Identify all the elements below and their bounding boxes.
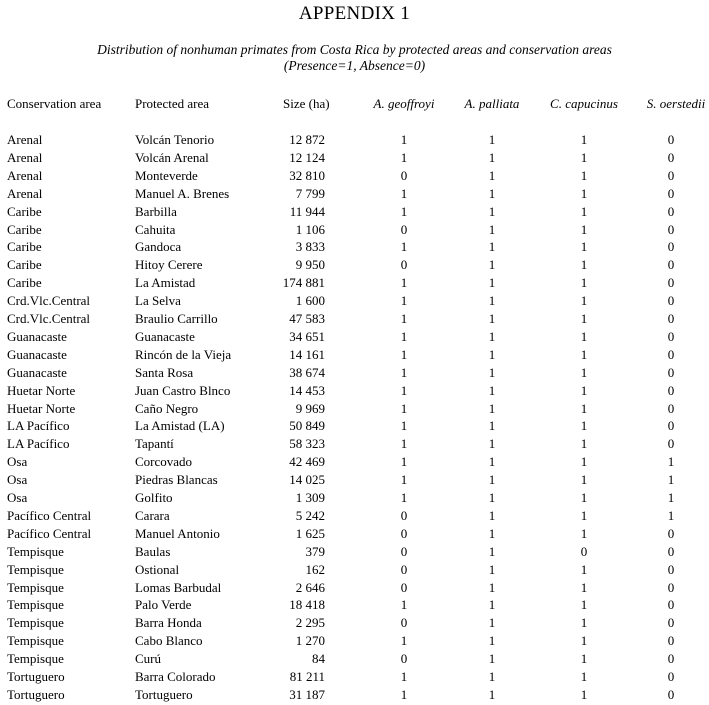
appendix-title: APPENDIX 1 (298, 3, 411, 24)
table-row (0, 471, 709, 489)
cell-size: 2 295 (295, 615, 325, 631)
cell-protected-area: Golfito (135, 490, 173, 505)
cell-c-capucinus: 1 (580, 257, 588, 273)
cell-c-capucinus: 1 (580, 454, 588, 470)
cell-size: 18 418 (289, 597, 325, 613)
table-row (0, 579, 709, 597)
cell-a-geoffroyi: 1 (400, 669, 408, 684)
cell-a-geoffroyi: 0 (400, 561, 408, 577)
cell-c-capucinus: 1 (580, 185, 588, 201)
cell-size: 38 674 (289, 364, 325, 380)
table-row (0, 256, 709, 274)
cell-c-capucinus: 1 (580, 382, 588, 398)
cell-conservation-area: Tempisque (7, 543, 64, 559)
header-a-geoffroyi: A. geoffroyi (373, 96, 435, 111)
cell-protected-area: Curú (135, 651, 161, 667)
cell-a-geoffroyi: 1 (400, 203, 408, 219)
cell-a-palliata: 1 (488, 203, 496, 219)
cell-a-palliata: 1 (488, 346, 496, 362)
cell-protected-area: Guanacaste (135, 328, 195, 344)
cell-a-geoffroyi: 1 (400, 382, 408, 398)
cell-s-oerstedii: 0 (667, 132, 675, 147)
cell-a-geoffroyi: 1 (400, 293, 408, 309)
cell-conservation-area: Tempisque (7, 579, 64, 595)
cell-protected-area: Barra Honda (135, 615, 202, 631)
cell-size: 162 (305, 561, 325, 577)
cell-a-geoffroyi: 1 (400, 132, 408, 147)
cell-c-capucinus: 1 (580, 633, 588, 649)
header-conservation-area: Conservation area (7, 96, 102, 111)
cell-conservation-area: Tempisque (7, 561, 64, 577)
cell-size: 9 950 (295, 257, 325, 273)
cell-protected-area: Tortuguero (135, 686, 193, 702)
cell-size: 81 211 (289, 669, 325, 684)
cell-s-oerstedii: 0 (667, 364, 675, 380)
cell-s-oerstedii: 0 (667, 149, 675, 165)
cell-protected-area: Manuel Antonio (135, 525, 220, 541)
cell-conservation-area: Tortuguero (7, 669, 65, 684)
cell-s-oerstedii: 0 (667, 436, 675, 452)
cell-a-geoffroyi: 1 (400, 436, 408, 452)
table-row (0, 346, 709, 364)
cell-conservation-area: Pacífico Central (7, 525, 92, 541)
cell-size: 58 323 (289, 436, 325, 452)
table-row (0, 650, 709, 668)
cell-c-capucinus: 1 (580, 311, 588, 326)
cell-protected-area: Juan Castro Blnco (135, 382, 231, 398)
cell-c-capucinus: 1 (580, 400, 588, 416)
cell-size: 1 270 (295, 633, 325, 649)
cell-a-geoffroyi: 0 (400, 221, 408, 237)
cell-s-oerstedii: 0 (667, 579, 675, 595)
cell-a-geoffroyi: 1 (400, 597, 408, 613)
cell-conservation-area: Caribe (7, 221, 42, 237)
cell-a-palliata: 1 (488, 239, 496, 255)
cell-c-capucinus: 1 (580, 203, 588, 219)
cell-size: 3 833 (295, 239, 325, 255)
cell-a-palliata: 1 (488, 579, 496, 595)
table-row (0, 596, 709, 614)
cell-c-capucinus: 1 (580, 167, 588, 183)
table-row (0, 525, 709, 543)
cell-a-palliata: 1 (488, 257, 496, 273)
cell-s-oerstedii: 0 (667, 328, 675, 344)
cell-s-oerstedii: 1 (667, 472, 675, 488)
cell-protected-area: Palo Verde (135, 597, 192, 613)
cell-s-oerstedii: 0 (667, 400, 675, 416)
table-row (0, 310, 709, 328)
cell-a-geoffroyi: 1 (400, 686, 408, 702)
cell-a-palliata: 1 (488, 490, 496, 505)
cell-conservation-area: Huetar Norte (7, 382, 76, 398)
header-protected-area: Protected area (135, 96, 209, 111)
cell-conservation-area: Arenal (7, 149, 43, 165)
cell-size: 50 849 (289, 418, 325, 434)
table-row (0, 131, 709, 149)
cell-a-palliata: 1 (488, 454, 496, 470)
cell-a-palliata: 1 (488, 651, 496, 667)
cell-size: 14 161 (289, 346, 325, 362)
cell-protected-area: Gandoca (135, 239, 182, 255)
cell-a-geoffroyi: 0 (400, 167, 408, 183)
cell-a-palliata: 1 (488, 543, 496, 559)
cell-conservation-area: Tempisque (7, 615, 64, 631)
table-row (0, 382, 709, 400)
cell-a-palliata: 1 (488, 328, 496, 344)
cell-a-palliata: 1 (488, 400, 496, 416)
cell-s-oerstedii: 0 (667, 257, 675, 273)
cell-a-geoffroyi: 0 (400, 257, 408, 273)
cell-a-palliata: 1 (488, 185, 496, 201)
cell-protected-area: Baulas (135, 543, 171, 559)
cell-conservation-area: Osa (7, 490, 28, 505)
cell-conservation-area: Osa (7, 454, 28, 470)
cell-conservation-area: Huetar Norte (7, 400, 76, 416)
cell-conservation-area: Crd.Vlc.Central (7, 311, 91, 326)
cell-c-capucinus: 1 (580, 149, 588, 165)
cell-a-palliata: 1 (488, 311, 496, 326)
caption-line-2: (Presence=1, Absence=0) (283, 58, 426, 73)
cell-a-palliata: 1 (488, 364, 496, 380)
cell-s-oerstedii: 0 (667, 686, 675, 702)
cell-a-palliata: 1 (488, 132, 496, 147)
cell-c-capucinus: 1 (580, 507, 588, 523)
cell-c-capucinus: 1 (580, 328, 588, 344)
cell-c-capucinus: 0 (580, 543, 588, 559)
table-row (0, 561, 709, 579)
cell-c-capucinus: 1 (580, 472, 588, 488)
table-row (0, 543, 709, 561)
cell-size: 5 242 (295, 507, 325, 523)
table-row (0, 435, 709, 453)
cell-conservation-area: Tempisque (7, 633, 64, 649)
cell-protected-area: Volcán Arenal (135, 149, 209, 165)
cell-protected-area: Lomas Barbudal (135, 579, 222, 595)
cell-protected-area: Monteverde (135, 167, 198, 183)
cell-conservation-area: Tortuguero (7, 686, 65, 702)
cell-a-geoffroyi: 1 (400, 311, 408, 326)
cell-protected-area: Ostional (135, 561, 180, 577)
cell-s-oerstedii: 0 (667, 311, 675, 326)
cell-a-geoffroyi: 1 (400, 149, 408, 165)
header-size: Size (ha) (283, 96, 330, 111)
cell-c-capucinus: 1 (580, 239, 588, 255)
cell-protected-area: Corcovado (135, 454, 193, 470)
cell-s-oerstedii: 0 (667, 275, 675, 291)
cell-size: 174 881 (282, 275, 325, 291)
cell-a-geoffroyi: 0 (400, 579, 408, 595)
cell-c-capucinus: 1 (580, 293, 588, 309)
cell-conservation-area: Guanacaste (7, 364, 67, 380)
cell-s-oerstedii: 0 (667, 669, 675, 684)
cell-a-geoffroyi: 1 (400, 472, 408, 488)
table-row (0, 238, 709, 256)
cell-protected-area: Santa Rosa (135, 364, 194, 380)
cell-conservation-area: Pacífico Central (7, 507, 92, 523)
cell-c-capucinus: 1 (580, 669, 588, 684)
cell-protected-area: Cabo Blanco (135, 633, 203, 649)
cell-a-geoffroyi: 1 (400, 400, 408, 416)
cell-s-oerstedii: 0 (667, 167, 675, 183)
cell-a-palliata: 1 (488, 382, 496, 398)
cell-conservation-area: Guanacaste (7, 346, 67, 362)
cell-c-capucinus: 1 (580, 346, 588, 362)
cell-conservation-area: Arenal (7, 132, 43, 147)
cell-c-capucinus: 1 (580, 275, 588, 291)
table-row (0, 364, 709, 382)
cell-s-oerstedii: 0 (667, 418, 675, 434)
cell-conservation-area: Arenal (7, 167, 43, 183)
cell-conservation-area: Tempisque (7, 597, 64, 613)
cell-protected-area: Manuel A. Brenes (135, 185, 230, 201)
cell-c-capucinus: 1 (580, 436, 588, 452)
table-row (0, 400, 709, 418)
cell-s-oerstedii: 0 (667, 221, 675, 237)
cell-conservation-area: Guanacaste (7, 328, 67, 344)
table-row (0, 221, 709, 239)
cell-protected-area: Barbilla (135, 203, 177, 219)
cell-protected-area: Braulio Carrillo (135, 311, 218, 326)
cell-s-oerstedii: 0 (667, 525, 675, 541)
cell-a-geoffroyi: 1 (400, 185, 408, 201)
table-row (0, 507, 709, 525)
cell-a-palliata: 1 (488, 418, 496, 434)
cell-s-oerstedii: 0 (667, 561, 675, 577)
cell-protected-area: La Amistad (135, 275, 196, 291)
cell-c-capucinus: 1 (580, 525, 588, 541)
cell-a-palliata: 1 (488, 149, 496, 165)
cell-c-capucinus: 1 (580, 418, 588, 434)
cell-conservation-area: Caribe (7, 257, 42, 273)
cell-protected-area: Tapantí (135, 436, 174, 452)
cell-s-oerstedii: 0 (667, 239, 675, 255)
cell-protected-area: La Selva (135, 293, 181, 309)
cell-conservation-area: Caribe (7, 239, 42, 255)
cell-a-geoffroyi: 1 (400, 490, 408, 505)
cell-conservation-area: Arenal (7, 185, 43, 201)
cell-s-oerstedii: 0 (667, 382, 675, 398)
cell-a-palliata: 1 (488, 686, 496, 702)
cell-s-oerstedii: 0 (667, 543, 675, 559)
cell-a-geoffroyi: 1 (400, 346, 408, 362)
cell-size: 14 453 (289, 382, 325, 398)
cell-s-oerstedii: 0 (667, 346, 675, 362)
cell-s-oerstedii: 1 (667, 490, 675, 505)
cell-conservation-area: Caribe (7, 203, 42, 219)
table-row (0, 203, 709, 221)
cell-size: 1 309 (295, 490, 325, 505)
cell-a-palliata: 1 (488, 525, 496, 541)
cell-a-geoffroyi: 1 (400, 633, 408, 649)
header-c-capucinus: C. capucinus (550, 96, 618, 111)
cell-s-oerstedii: 0 (667, 203, 675, 219)
cell-c-capucinus: 1 (580, 597, 588, 613)
cell-s-oerstedii: 0 (667, 615, 675, 631)
table-row (0, 274, 709, 292)
table-row (0, 453, 709, 471)
cell-size: 31 187 (289, 686, 325, 702)
cell-size: 47 583 (289, 311, 325, 326)
cell-conservation-area: Tempisque (7, 651, 64, 667)
cell-a-palliata: 1 (488, 293, 496, 309)
cell-protected-area: Cahuita (135, 221, 176, 237)
cell-size: 12 872 (289, 132, 325, 147)
cell-a-palliata: 1 (488, 615, 496, 631)
table-row (0, 489, 709, 507)
cell-protected-area: Volcán Tenorio (135, 132, 215, 147)
cell-s-oerstedii: 0 (667, 633, 675, 649)
cell-c-capucinus: 1 (580, 490, 588, 505)
cell-c-capucinus: 1 (580, 364, 588, 380)
cell-a-geoffroyi: 1 (400, 239, 408, 255)
cell-a-geoffroyi: 1 (400, 364, 408, 380)
table-row (0, 328, 709, 346)
cell-protected-area: La Amistad (LA) (135, 418, 225, 434)
cell-s-oerstedii: 0 (667, 651, 675, 667)
cell-size: 1 625 (295, 525, 325, 541)
header-s-oerstedii: S. oerstedii (646, 96, 706, 111)
cell-a-geoffroyi: 0 (400, 651, 408, 667)
cell-a-geoffroyi: 0 (400, 543, 408, 559)
table-row (0, 149, 709, 167)
cell-a-palliata: 1 (488, 561, 496, 577)
cell-c-capucinus: 1 (580, 615, 588, 631)
cell-a-geoffroyi: 0 (400, 525, 408, 541)
cell-a-geoffroyi: 1 (400, 275, 408, 291)
cell-a-palliata: 1 (488, 507, 496, 523)
table-row (0, 185, 709, 203)
cell-s-oerstedii: 1 (667, 507, 675, 523)
cell-size: 1 600 (295, 293, 325, 309)
table-row (0, 668, 709, 686)
cell-s-oerstedii: 0 (667, 185, 675, 201)
cell-s-oerstedii: 0 (667, 293, 675, 309)
cell-c-capucinus: 1 (580, 132, 588, 147)
table-row (0, 167, 709, 185)
table-row (0, 686, 709, 704)
cell-a-palliata: 1 (488, 472, 496, 488)
cell-s-oerstedii: 0 (667, 597, 675, 613)
cell-a-palliata: 1 (488, 436, 496, 452)
cell-a-palliata: 1 (488, 669, 496, 684)
table-row (0, 614, 709, 632)
cell-c-capucinus: 1 (580, 221, 588, 237)
cell-size: 2 646 (295, 579, 325, 595)
cell-a-geoffroyi: 0 (400, 615, 408, 631)
cell-c-capucinus: 1 (580, 579, 588, 595)
cell-conservation-area: Osa (7, 472, 28, 488)
cell-a-geoffroyi: 1 (400, 418, 408, 434)
cell-a-geoffroyi: 0 (400, 507, 408, 523)
cell-protected-area: Hitoy Cerere (135, 257, 203, 273)
table-row (0, 417, 709, 435)
cell-a-palliata: 1 (488, 597, 496, 613)
cell-size: 32 810 (289, 167, 325, 183)
table-caption (0, 42, 709, 74)
cell-size: 34 651 (289, 328, 325, 344)
cell-a-palliata: 1 (488, 633, 496, 649)
cell-size: 14 025 (289, 472, 325, 488)
cell-size: 12 124 (289, 149, 325, 165)
cell-conservation-area: Caribe (7, 275, 42, 291)
cell-c-capucinus: 1 (580, 561, 588, 577)
cell-conservation-area: LA Pacífico (7, 436, 70, 452)
cell-a-palliata: 1 (488, 275, 496, 291)
caption-line-1: Distribution of nonhuman primates from Costa Rica by protected areas and conservation areas (97, 42, 612, 57)
cell-a-palliata: 1 (488, 221, 496, 237)
cell-protected-area: Piedras Blancas (135, 472, 218, 488)
header-a-palliata: A. palliata (464, 96, 520, 111)
cell-s-oerstedii: 1 (667, 454, 675, 470)
cell-size: 9 969 (295, 400, 325, 416)
table-header (0, 95, 709, 113)
cell-protected-area: Caño Negro (135, 400, 199, 416)
cell-conservation-area: LA Pacífico (7, 418, 70, 434)
cell-protected-area: Carara (135, 507, 170, 523)
cell-a-geoffroyi: 1 (400, 328, 408, 344)
cell-protected-area: Barra Colorado (135, 669, 216, 684)
cell-size: 42 469 (289, 454, 325, 470)
cell-c-capucinus: 1 (580, 686, 588, 702)
cell-size: 7 799 (295, 185, 325, 201)
cell-size: 1 106 (295, 221, 325, 237)
table-row (0, 632, 709, 650)
cell-size: 11 944 (289, 203, 325, 219)
cell-size: 379 (305, 543, 325, 559)
cell-a-geoffroyi: 1 (400, 454, 408, 470)
table-row (0, 292, 709, 310)
cell-c-capucinus: 1 (580, 651, 588, 667)
cell-size: 84 (312, 651, 325, 667)
cell-a-palliata: 1 (488, 167, 496, 183)
cell-protected-area: Rincón de la Vieja (135, 346, 232, 362)
cell-conservation-area: Crd.Vlc.Central (7, 293, 91, 309)
